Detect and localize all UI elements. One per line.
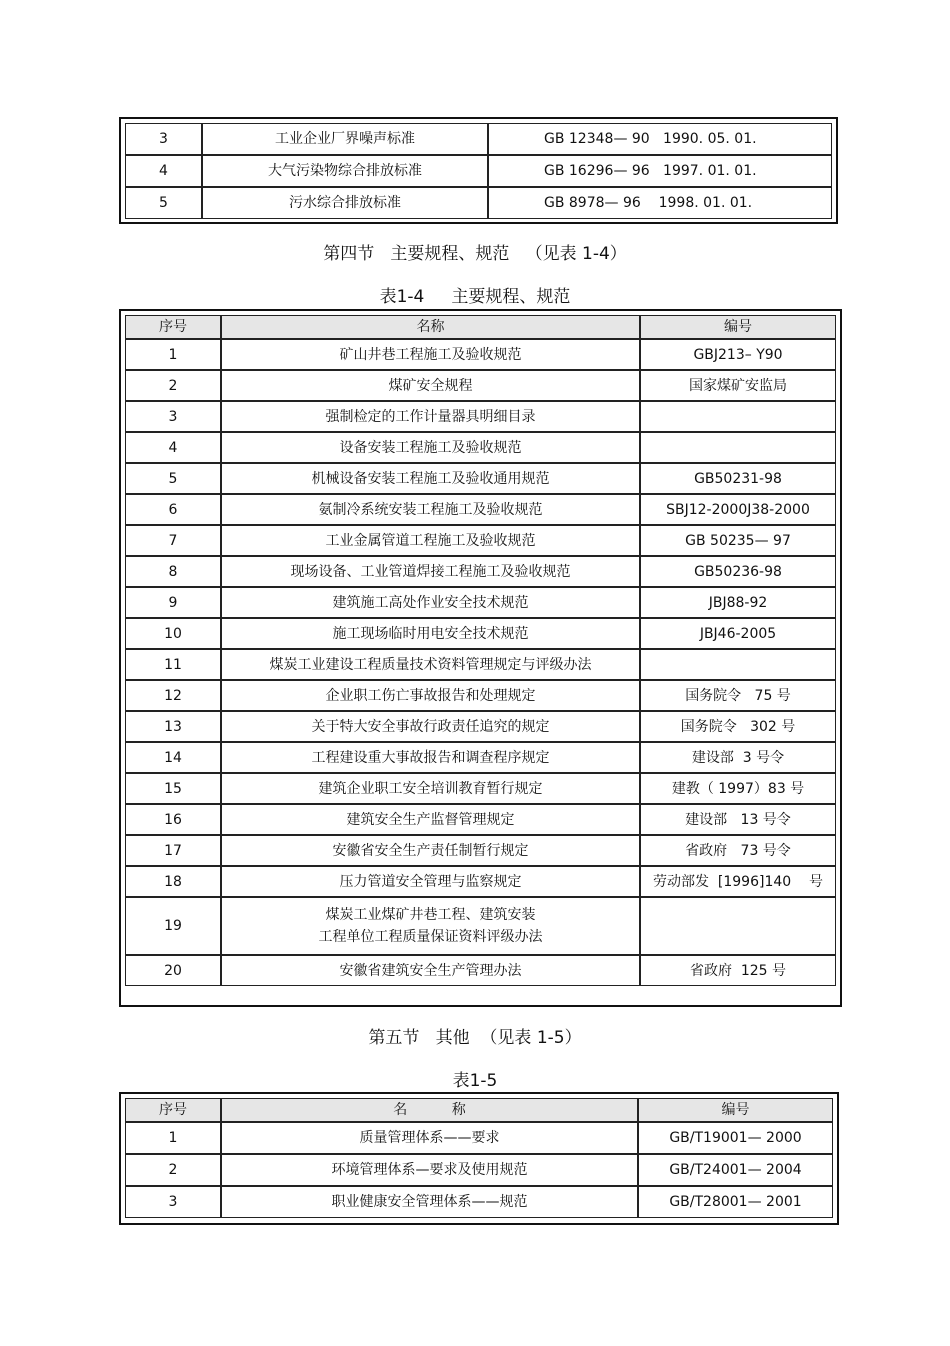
regulation-code [640, 897, 836, 955]
table-1-4-grid [125, 315, 836, 986]
section-5-heading: 第五节 其他 （见表 1-5） [368, 1028, 582, 1048]
regulation-code: 省政府 73 号令 [640, 835, 836, 866]
regulation-name: 矿山井巷工程施工及验收规范 [221, 339, 640, 370]
regulation-name-line-1: 煤炭工业煤矿井巷工程、建筑安装 [325, 907, 536, 923]
row-number: 3 [125, 123, 202, 155]
row-number: 9 [125, 587, 221, 618]
table-row [125, 804, 836, 835]
row-number: 7 [125, 525, 221, 556]
table-row [125, 866, 836, 897]
regulation-code: 建教（ 1997）83 号 [640, 773, 836, 804]
row-number: 3 [125, 1186, 221, 1218]
regulation-code: 国务院令 75 号 [640, 680, 836, 711]
row-number: 17 [125, 835, 221, 866]
table-row [125, 1186, 833, 1218]
table-row [125, 773, 836, 804]
row-number: 12 [125, 680, 221, 711]
regulation-code [640, 432, 836, 463]
row-number: 14 [125, 742, 221, 773]
column-header-code: 编号 [640, 315, 836, 339]
regulation-code: 国家煤矿安监局 [640, 370, 836, 401]
row-number: 11 [125, 649, 221, 680]
row-number: 19 [125, 897, 221, 955]
regulation-code: 国务院令 302 号 [640, 711, 836, 742]
regulation-code: 劳动部发 [1996]140 号 [640, 866, 836, 897]
regulation-code: GB50231-98 [640, 463, 836, 494]
regulation-code: GBJ213– Y90 [640, 339, 836, 370]
table-row [125, 955, 836, 986]
regulation-name: 煤矿安全规程 [221, 370, 640, 401]
table-row [125, 339, 836, 370]
standard-code: GB 8978— 96 1998. 01. 01. [488, 187, 832, 219]
table-1-4-caption: 表1-4 主要规程、规范 [379, 287, 571, 307]
standard-name: 污水综合排放标准 [202, 187, 488, 219]
standard-name: 工业企业厂界噪声标准 [202, 123, 488, 155]
regulation-name: 施工现场临时用电安全技术规范 [221, 618, 640, 649]
table-row [125, 370, 836, 401]
standard-code: GB 12348— 90 1990. 05. 01. [488, 123, 832, 155]
regulation-name: 压力管道安全管理与监察规定 [221, 866, 640, 897]
table-row [125, 463, 836, 494]
table-row [125, 494, 836, 525]
system-code: GB/T28001— 2001 [638, 1186, 833, 1218]
table-row [125, 649, 836, 680]
row-number: 2 [125, 1154, 221, 1186]
table-1-5-grid [125, 1098, 833, 1218]
table-row [125, 401, 836, 432]
column-header-no: 序号 [125, 315, 221, 339]
regulation-name: 工业金属管道工程施工及验收规范 [221, 525, 640, 556]
row-number: 5 [125, 187, 202, 219]
row-number: 8 [125, 556, 221, 587]
regulation-name: 强制检定的工作计量器具明细目录 [221, 401, 640, 432]
regulation-name: 设备安装工程施工及验收规范 [221, 432, 640, 463]
regulation-name: 关于特大安全事故行政责任追究的规定 [221, 711, 640, 742]
system-name: 环境管理体系—要求及使用规范 [221, 1154, 638, 1186]
row-number: 4 [125, 155, 202, 187]
table-row [125, 1122, 833, 1154]
regulation-code [640, 649, 836, 680]
table-row [125, 525, 836, 556]
regulation-name: 安徽省安全生产责任制暂行规定 [221, 835, 640, 866]
regulation-name: 安徽省建筑安全生产管理办法 [221, 955, 640, 986]
regulation-code: SBJ12-2000J38-2000 [640, 494, 836, 525]
table-row [125, 1154, 833, 1186]
regulation-name: 现场设备、工业管道焊接工程施工及验收规范 [221, 556, 640, 587]
row-number: 2 [125, 370, 221, 401]
regulation-code: 省政府 125 号 [640, 955, 836, 986]
regulation-code: 建设部 3 号令 [640, 742, 836, 773]
table-row [125, 711, 836, 742]
row-number: 5 [125, 463, 221, 494]
row-number: 20 [125, 955, 221, 986]
regulation-code: JBJ88-92 [640, 587, 836, 618]
table-row [125, 187, 832, 219]
system-code: GB/T19001— 2000 [638, 1122, 833, 1154]
standard-name: 大气污染物综合排放标准 [202, 155, 488, 187]
row-number: 1 [125, 339, 221, 370]
table-row [125, 556, 836, 587]
table-row [125, 587, 836, 618]
regulation-name: 氨制冷系统安装工程施工及验收规范 [221, 494, 640, 525]
regulation-name: 建筑安全生产监督管理规定 [221, 804, 640, 835]
column-header-name: 名称 [221, 315, 640, 339]
row-number: 18 [125, 866, 221, 897]
column-header-no: 序号 [125, 1098, 221, 1122]
system-code: GB/T24001— 2004 [638, 1154, 833, 1186]
table-row [125, 835, 836, 866]
regulation-code: GB 50235— 97 [640, 525, 836, 556]
column-header-code: 编号 [638, 1098, 833, 1122]
table-row [125, 618, 836, 649]
table-header-row [125, 315, 836, 339]
regulation-name: 机械设备安装工程施工及验收通用规范 [221, 463, 640, 494]
row-number: 4 [125, 432, 221, 463]
table-row [125, 897, 836, 955]
regulation-name: 工程建设重大事故报告和调查程序规定 [221, 742, 640, 773]
table-1-5 [119, 1092, 839, 1225]
standards-table [119, 117, 838, 224]
regulation-name: 建筑企业职工安全培训教育暂行规定 [221, 773, 640, 804]
regulation-name: 煤炭工业建设工程质量技术资料管理规定与评级办法 [221, 649, 640, 680]
system-name: 质量管理体系——要求 [221, 1122, 638, 1154]
regulation-code: 建设部 13 号令 [640, 804, 836, 835]
table-header-row [125, 1098, 833, 1122]
system-name: 职业健康安全管理体系——规范 [221, 1186, 638, 1218]
regulation-code: JBJ46-2005 [640, 618, 836, 649]
regulation-name-line-2: 工程单位工程质量保证资料评级办法 [318, 929, 543, 945]
regulation-name: 企业职工伤亡事故报告和处理规定 [221, 680, 640, 711]
row-number: 13 [125, 711, 221, 742]
standards-table-grid [125, 123, 832, 219]
row-number: 6 [125, 494, 221, 525]
regulation-name: 建筑施工高处作业安全技术规范 [221, 587, 640, 618]
row-number: 16 [125, 804, 221, 835]
table-1-4 [119, 309, 842, 1007]
regulation-name [221, 897, 640, 955]
standard-code: GB 16296— 96 1997. 01. 01. [488, 155, 832, 187]
table-1-5-caption: 表1-5 [452, 1071, 498, 1091]
row-number: 15 [125, 773, 221, 804]
row-number: 10 [125, 618, 221, 649]
column-header-name: 名 称 [221, 1098, 638, 1122]
regulation-code: GB50236-98 [640, 556, 836, 587]
table-row [125, 123, 832, 155]
table-row [125, 432, 836, 463]
table-row [125, 742, 836, 773]
table-row [125, 155, 832, 187]
section-4-heading: 第四节 主要规程、规范 （见表 1-4） [323, 244, 627, 264]
row-number: 1 [125, 1122, 221, 1154]
regulation-code [640, 401, 836, 432]
row-number: 3 [125, 401, 221, 432]
table-row [125, 680, 836, 711]
